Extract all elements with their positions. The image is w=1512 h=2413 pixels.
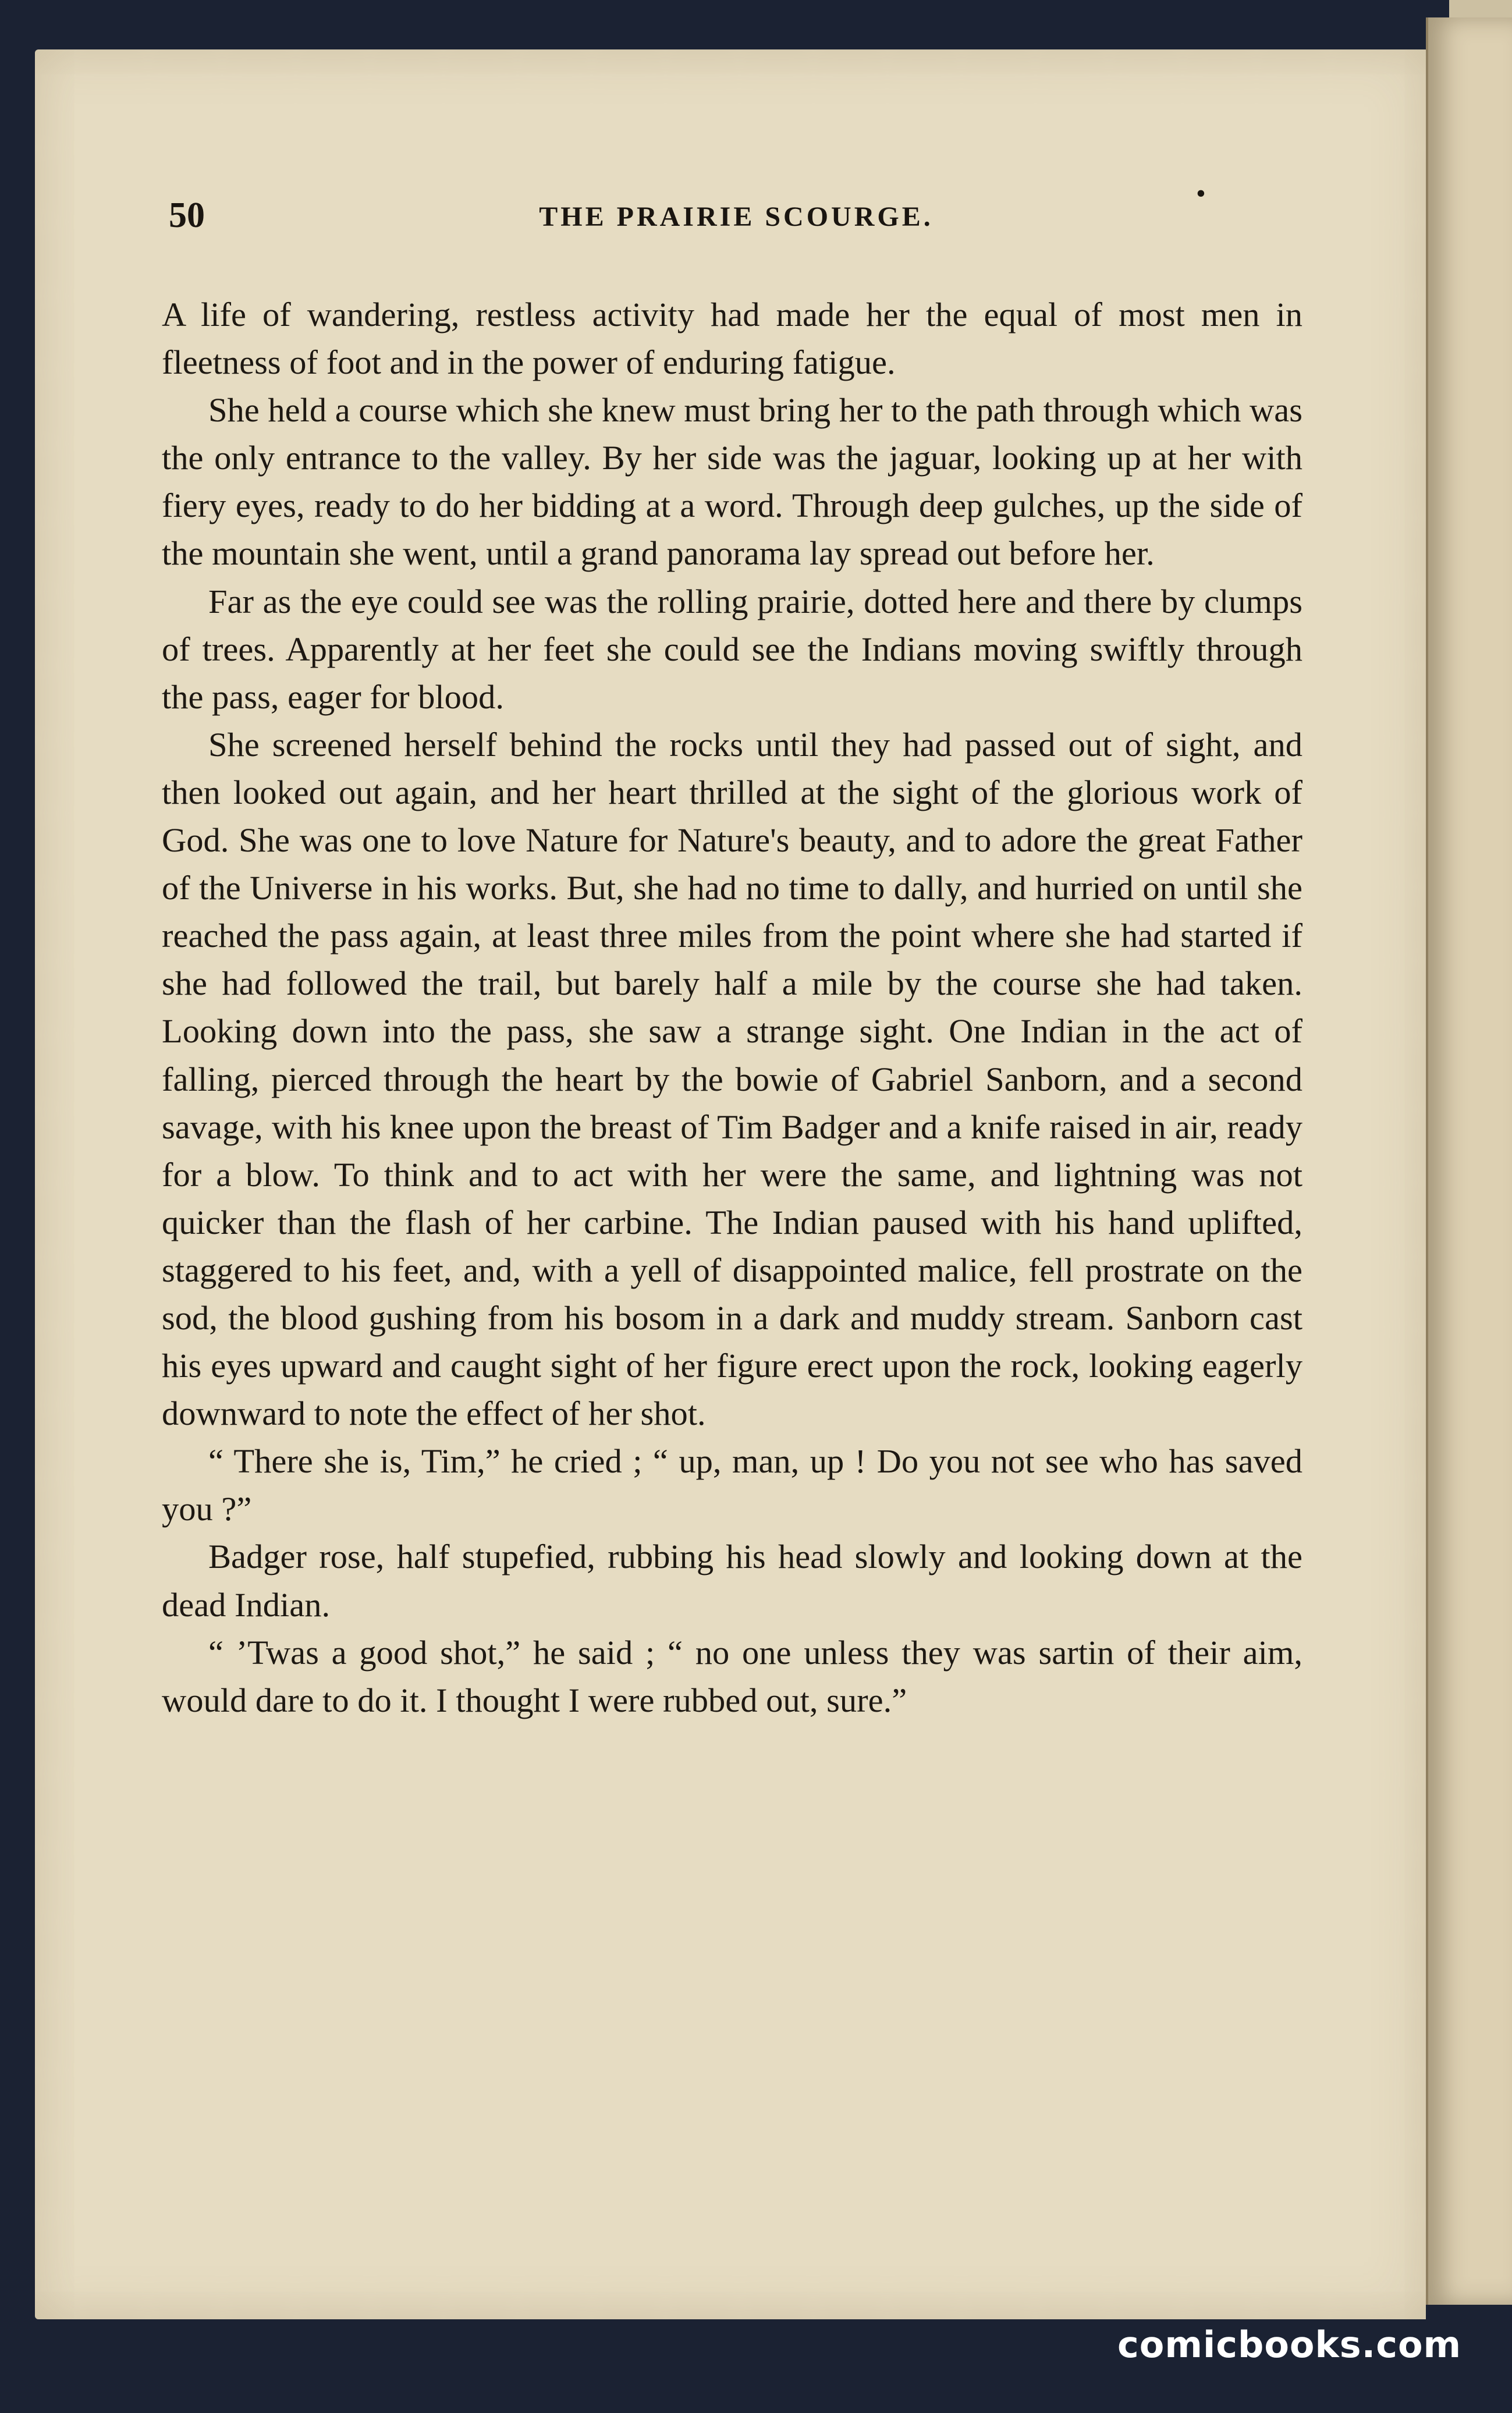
paragraph: “ There she is, Tim,” he cried ; “ up, man, up ! Do you not see who has saved you ?” bbox=[162, 1442, 1302, 1528]
paragraph: She screened herself behind the rocks until they had passed out of sight, and then looked out again, and her heart thrilled at the sight of the glorious work of God. She was one to love Nature for Nature's beauty, and to adore the great Father of the Universe in his works. But, she had no time to dally, and hurried on until she reached the pass again, at least three miles from the point where she had started if she had followed the trail, but barely half a mile by the course she had taken. Looking down into the pass, she saw a strange sight. One Indian in the act of falling, pierced through the heart by the bowie of Gabriel Sanborn, and a second savage, with his knee upon the breast of Tim Badger and a knife raised in air, ready for a blow. To think and to act with her were the same, and lightning was not quicker than the flash of her carbine. The Indian paused with his hand uplifted, staggered to his feet, and, with a yell of disappointed malice, fell prostrate on the sod, the blood gushing from his bosom in a dark and muddy stream. Sanborn cast his eyes upward and caught sight of her figure erect upon the rock, looking eagerly downward to note the effect of her shot. bbox=[162, 725, 1302, 1433]
page-header bbox=[169, 178, 1304, 247]
site-watermark: comicbooks.com bbox=[1117, 2323, 1462, 2366]
paragraph: “ ’Twas a good shot,” he said ; “ no one unless they was sartin of their aim, would dare to do it. I thought I were rubbed out, sure.” bbox=[162, 1633, 1302, 1719]
ink-dot: • bbox=[1196, 178, 1206, 209]
running-head: THE PRAIRIE SCOURGE. bbox=[539, 201, 934, 232]
facing-page-edge bbox=[1426, 17, 1512, 2305]
paragraph: Far as the eye could see was the rolling prairie, dotted here and there by clumps of trees. Apparently at her feet she could see the Indians moving swiftly through the pass, eager for blood. bbox=[162, 582, 1302, 716]
paragraph: Badger rose, half stupefied, rubbing his head slowly and looking down at the dead Indian. bbox=[162, 1538, 1302, 1624]
page-number: 50 bbox=[169, 196, 205, 235]
body-text bbox=[162, 291, 1302, 1724]
paragraph: She held a course which she knew must bring her to the path through which was the only entrance to the valley. By her side was the jaguar, looking up at her with fiery eyes, ready to do her bidding at a word. Through deep gulches, up the side of the mountain she went, until a grand panorama lay spread out before her. bbox=[162, 391, 1302, 573]
paragraph: A life of wandering, restless activity had made her the equal of most men in fleetness of foot and in the power of enduring fatigue. bbox=[162, 296, 1302, 382]
facing-page-edge-top bbox=[1449, 0, 1512, 17]
